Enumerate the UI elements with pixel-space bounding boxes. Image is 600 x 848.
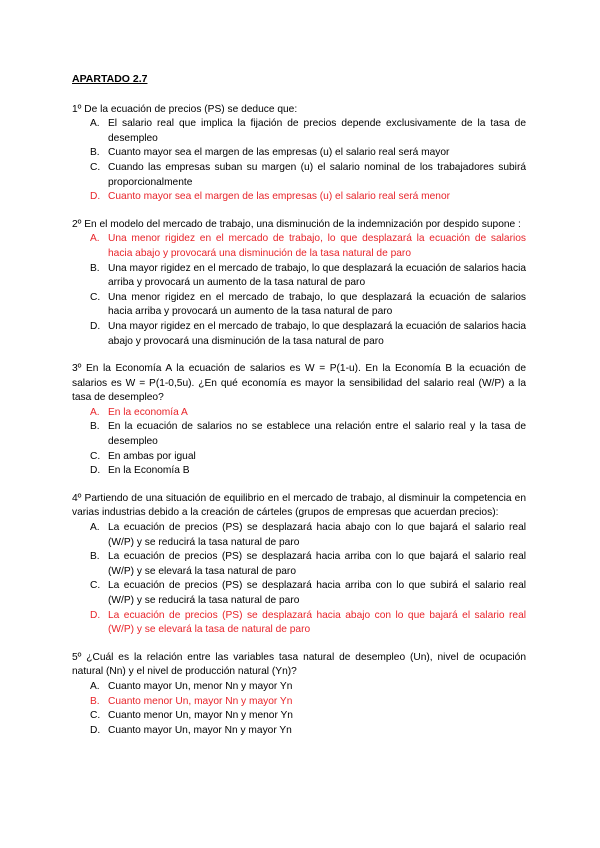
answer-option-correct (72, 406, 526, 421)
option-letter: C. (90, 291, 101, 303)
option-letter: D. (90, 320, 101, 332)
option-letter: C. (90, 710, 101, 722)
option-letter: B. (90, 551, 100, 563)
option-list (72, 406, 526, 479)
question-text: 2º En el modelo del mercado de trabajo, una disminución de la indemnización por despido supone : (72, 218, 521, 230)
answer-option (72, 709, 526, 724)
question-1 (72, 103, 526, 205)
answer-option (72, 420, 526, 449)
answer-option-correct (72, 609, 526, 638)
option-letter: C. (90, 580, 101, 592)
option-list (72, 117, 526, 205)
option-text: La ecuación de precios (PS) se desplazará hacia abajo con lo que bajará el salario real (W/P) y se reducirá la tasa natural de paro (108, 522, 526, 548)
option-text: El salario real que implica la fijación de precios depende exclusivamente de la tasa de desempleo (108, 118, 526, 144)
option-text: La ecuación de precios (PS) se desplazará hacia arriba con lo que bajará el salario real (W/P) y se elevará la tasa natural de paro (108, 551, 526, 577)
option-text: Una mayor rigidez en el mercado de trabajo, lo que desplazará la ecuación de salarios hacia arriba y provocará un aumento de la tasa natural de paro (108, 262, 526, 289)
option-text: En la Economía B (108, 465, 190, 477)
option-text: Cuanto mayor sea el margen de las empresas (u) el salario real será mayor (108, 147, 450, 159)
answer-option-correct (72, 695, 526, 710)
option-text: Una menor rigidez en el mercado de trabajo, lo que desplazará la ecuación de salarios hacia abajo y provocará una disminución de la tasa natural de paro (108, 233, 526, 259)
option-letter: B. (90, 421, 100, 433)
answer-option (72, 579, 526, 608)
option-letter: C. (90, 161, 101, 173)
option-text: En ambas por igual (108, 450, 196, 462)
question-list (72, 103, 526, 739)
option-letter: A. (90, 233, 100, 245)
answer-option (72, 450, 526, 465)
question-3 (72, 362, 526, 479)
option-letter: A. (90, 118, 100, 130)
answer-option-correct (72, 190, 526, 205)
option-letter: B. (90, 147, 100, 159)
option-letter: D. (90, 191, 101, 203)
option-text: Cuanto mayor Un, mayor Nn y mayor Yn (108, 724, 292, 736)
answer-option (72, 117, 526, 146)
question-text: 3º En la Economía A la ecuación de salarios es W = P(1-u). En la Economía B la ecuación de salarios es W = P(1-0,5u). ¿En qué economía es mayor la sensibilidad del salario real (W/P) a la tasa de desempleo? (72, 363, 526, 404)
option-list (72, 680, 526, 738)
option-text: Una mayor rigidez en el mercado de trabajo, lo que desplazará la ecuación de salarios hacia abajo y provocará una disminución de la tasa natural de paro (108, 320, 526, 347)
option-letter: B. (90, 695, 100, 707)
question-4 (72, 492, 526, 638)
answer-option (72, 680, 526, 695)
option-letter: D. (90, 609, 101, 621)
option-letter: B. (90, 262, 100, 274)
option-letter: A. (90, 522, 100, 534)
answer-option (72, 161, 526, 190)
option-text: Cuanto mayor Un, menor Nn y mayor Yn (108, 680, 293, 692)
option-text: La ecuación de precios (PS) se desplazará hacia abajo con lo que bajará el salario real (W/P) y se elevará la tasa de natural de paro (108, 609, 526, 636)
answer-option (72, 320, 526, 349)
question-5 (72, 651, 526, 739)
option-text: Cuanto mayor sea el margen de las empresas (u) el salario real será menor (108, 191, 451, 203)
section-title: APARTADO 2.7 (72, 73, 148, 85)
option-letter: A. (90, 406, 100, 418)
option-text: Una menor rigidez en el mercado de trabajo, lo que desplazará la ecuación de salarios hacia arriba y provocará un aumento de la tasa natural de paro (108, 291, 526, 318)
option-text: La ecuación de precios (PS) se desplazará hacia arriba con lo que subirá el salario real (W/P) y se reducirá la tasa natural de paro (108, 580, 526, 606)
answer-option (72, 146, 526, 161)
answer-option (72, 262, 526, 291)
answer-option-correct (72, 232, 526, 261)
option-text: En la economía A (108, 406, 188, 418)
document-page (72, 72, 526, 751)
question-text: 4º Partiendo de una situación de equilibrio en el mercado de trabajo, al disminuir la competencia en varias industrias debido a la creación de cárteles (grupos de empresas que acuerdan precios): (72, 492, 526, 519)
answer-option (72, 291, 526, 320)
option-text: Cuando las empresas suban su margen (u) el salario nominal de los trabajadores subirá proporcionalmente (108, 161, 526, 188)
option-text: Cuanto menor Un, mayor Nn y menor Yn (108, 710, 293, 722)
question-text: 5º ¿Cuál es la relación entre las variables tasa natural de desempleo (Un), nivel de ocupación natural (Nn) y el nivel de producción natural (Yn)? (72, 651, 526, 678)
option-text: En la ecuación de salarios no se establece una relación entre el salario real y la tasa de desempleo (108, 421, 526, 448)
option-list (72, 232, 526, 349)
answer-option (72, 724, 526, 739)
answer-option (72, 521, 526, 550)
option-letter: C. (90, 450, 101, 462)
question-2 (72, 218, 526, 349)
answer-option (72, 464, 526, 479)
question-text: 1º De la ecuación de precios (PS) se deduce que: (72, 103, 298, 115)
option-letter: A. (90, 680, 100, 692)
option-text: Cuanto menor Un, mayor Nn y mayor Yn (108, 695, 293, 707)
answer-option (72, 550, 526, 579)
option-letter: D. (90, 465, 101, 477)
option-letter: D. (90, 724, 101, 736)
option-list (72, 521, 526, 638)
